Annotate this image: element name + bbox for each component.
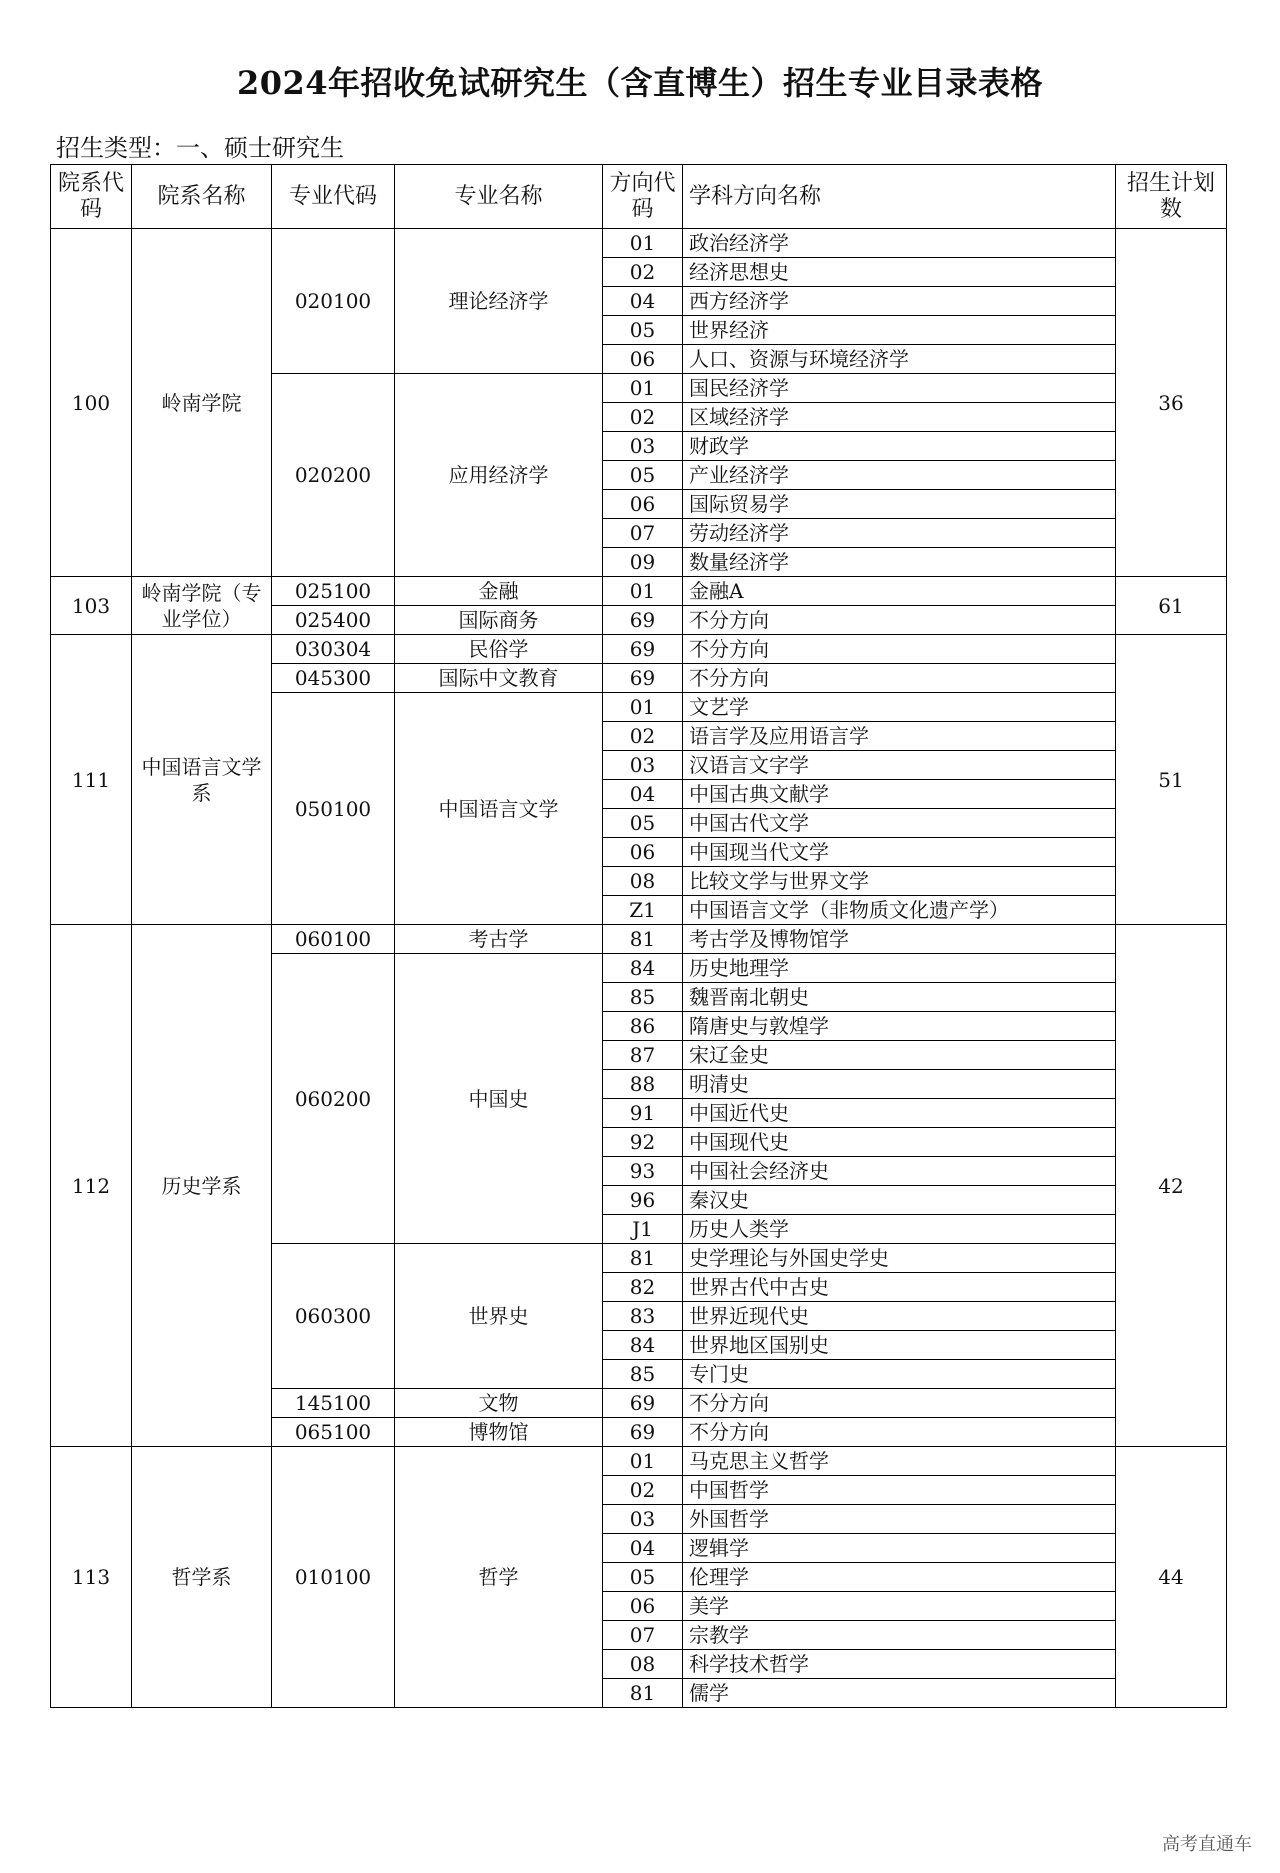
direction-code: 03 <box>603 432 683 461</box>
major-name: 金融 <box>395 577 603 606</box>
direction-name: 不分方向 <box>683 635 1116 664</box>
plan-count: 42 <box>1116 925 1227 1447</box>
direction-code: 69 <box>603 635 683 664</box>
dept-code: 100 <box>51 229 132 577</box>
direction-name: 儒学 <box>683 1679 1116 1708</box>
direction-name: 专门史 <box>683 1360 1116 1389</box>
major-code: 065100 <box>272 1418 395 1447</box>
direction-name: 金融A <box>683 577 1116 606</box>
direction-code: 85 <box>603 1360 683 1389</box>
direction-code: 08 <box>603 867 683 896</box>
direction-name: 汉语言文字学 <box>683 751 1116 780</box>
major-code: 060100 <box>272 925 395 954</box>
direction-name: 宗教学 <box>683 1621 1116 1650</box>
direction-code: 81 <box>603 1244 683 1273</box>
direction-name: 隋唐史与敦煌学 <box>683 1012 1116 1041</box>
header-dept-code: 院系代码 <box>51 165 132 229</box>
direction-name: 考古学及博物馆学 <box>683 925 1116 954</box>
header-dept-name: 院系名称 <box>132 165 272 229</box>
direction-code: 01 <box>603 693 683 722</box>
direction-name: 不分方向 <box>683 664 1116 693</box>
direction-code: 01 <box>603 577 683 606</box>
direction-name: 不分方向 <box>683 606 1116 635</box>
major-name: 中国语言文学 <box>395 693 603 925</box>
header-major-name: 专业名称 <box>395 165 603 229</box>
major-name: 应用经济学 <box>395 374 603 577</box>
plan-count: 51 <box>1116 635 1227 925</box>
direction-name: 中国近代史 <box>683 1099 1116 1128</box>
direction-name: 区域经济学 <box>683 403 1116 432</box>
direction-name: 世界地区国别史 <box>683 1331 1116 1360</box>
direction-name: 中国现代史 <box>683 1128 1116 1157</box>
direction-name: 中国哲学 <box>683 1476 1116 1505</box>
direction-name: 政治经济学 <box>683 229 1116 258</box>
direction-code: J1 <box>603 1215 683 1244</box>
direction-name: 产业经济学 <box>683 461 1116 490</box>
direction-code: 96 <box>603 1186 683 1215</box>
direction-name: 科学技术哲学 <box>683 1650 1116 1679</box>
direction-code: 81 <box>603 925 683 954</box>
direction-code: 93 <box>603 1157 683 1186</box>
major-code: 020200 <box>272 374 395 577</box>
direction-code: 01 <box>603 229 683 258</box>
direction-code: 88 <box>603 1070 683 1099</box>
major-name: 民俗学 <box>395 635 603 664</box>
direction-name: 秦汉史 <box>683 1186 1116 1215</box>
direction-name: 明清史 <box>683 1070 1116 1099</box>
direction-name: 魏晋南北朝史 <box>683 983 1116 1012</box>
direction-code: 84 <box>603 1331 683 1360</box>
admission-type-label: 招生类型：一、硕士研究生 <box>56 134 344 162</box>
direction-name: 人口、资源与环境经济学 <box>683 345 1116 374</box>
direction-code: 01 <box>603 1447 683 1476</box>
dept-name: 岭南学院 <box>132 229 272 577</box>
direction-name: 史学理论与外国史学史 <box>683 1244 1116 1273</box>
header-major-code: 专业代码 <box>272 165 395 229</box>
table-row <box>51 1447 1227 1476</box>
direction-code: 82 <box>603 1273 683 1302</box>
major-code: 025100 <box>272 577 395 606</box>
direction-name: 财政学 <box>683 432 1116 461</box>
direction-code: 69 <box>603 1418 683 1447</box>
dept-code: 113 <box>51 1447 132 1708</box>
direction-name: 比较文学与世界文学 <box>683 867 1116 896</box>
direction-code: 02 <box>603 722 683 751</box>
dept-name: 岭南学院（专业学位） <box>132 577 272 635</box>
direction-name: 世界近现代史 <box>683 1302 1116 1331</box>
direction-name: 伦理学 <box>683 1563 1116 1592</box>
direction-code: 91 <box>603 1099 683 1128</box>
direction-name: 语言学及应用语言学 <box>683 722 1116 751</box>
direction-name: 历史人类学 <box>683 1215 1116 1244</box>
direction-code: 01 <box>603 374 683 403</box>
direction-code: 69 <box>603 664 683 693</box>
direction-code: 84 <box>603 954 683 983</box>
direction-name: 中国古代文学 <box>683 809 1116 838</box>
major-code: 145100 <box>272 1389 395 1418</box>
direction-code: 86 <box>603 1012 683 1041</box>
direction-code: 02 <box>603 403 683 432</box>
direction-code: 92 <box>603 1128 683 1157</box>
direction-code: 05 <box>603 316 683 345</box>
table-row <box>51 925 1227 954</box>
table-row <box>51 577 1227 606</box>
direction-code: 02 <box>603 258 683 287</box>
direction-code: 04 <box>603 780 683 809</box>
direction-name: 逻辑学 <box>683 1534 1116 1563</box>
major-code: 050100 <box>272 693 395 925</box>
dept-code: 111 <box>51 635 132 925</box>
table-row <box>51 635 1227 664</box>
direction-code: 69 <box>603 1389 683 1418</box>
direction-code: 85 <box>603 983 683 1012</box>
table-row <box>51 229 1227 258</box>
direction-name: 不分方向 <box>683 1418 1116 1447</box>
direction-code: 81 <box>603 1679 683 1708</box>
direction-code: 03 <box>603 751 683 780</box>
plan-count: 44 <box>1116 1447 1227 1708</box>
major-name: 哲学 <box>395 1447 603 1708</box>
direction-code: 09 <box>603 548 683 577</box>
major-name: 文物 <box>395 1389 603 1418</box>
major-name: 国际商务 <box>395 606 603 635</box>
plan-count: 61 <box>1116 577 1227 635</box>
dept-code: 103 <box>51 577 132 635</box>
direction-name: 外国哲学 <box>683 1505 1116 1534</box>
major-code: 020100 <box>272 229 395 374</box>
direction-code: 04 <box>603 1534 683 1563</box>
major-name: 中国史 <box>395 954 603 1244</box>
direction-code: 06 <box>603 490 683 519</box>
direction-name: 历史地理学 <box>683 954 1116 983</box>
major-code: 045300 <box>272 664 395 693</box>
direction-name: 世界古代中古史 <box>683 1273 1116 1302</box>
major-name: 考古学 <box>395 925 603 954</box>
major-code: 060300 <box>272 1244 395 1389</box>
direction-name: 宋辽金史 <box>683 1041 1116 1070</box>
direction-name: 文艺学 <box>683 693 1116 722</box>
direction-name: 不分方向 <box>683 1389 1116 1418</box>
direction-code: 03 <box>603 1505 683 1534</box>
direction-name: 国民经济学 <box>683 374 1116 403</box>
header-plan: 招生计划数 <box>1116 165 1227 229</box>
table-header-row <box>51 165 1227 229</box>
direction-code: 83 <box>603 1302 683 1331</box>
major-code: 060200 <box>272 954 395 1244</box>
direction-name: 劳动经济学 <box>683 519 1116 548</box>
major-code: 030304 <box>272 635 395 664</box>
direction-code: 87 <box>603 1041 683 1070</box>
direction-code: 05 <box>603 461 683 490</box>
direction-name: 世界经济 <box>683 316 1116 345</box>
direction-code: 04 <box>603 287 683 316</box>
direction-code: 69 <box>603 606 683 635</box>
direction-name: 美学 <box>683 1592 1116 1621</box>
direction-code: 06 <box>603 1592 683 1621</box>
direction-name: 经济思想史 <box>683 258 1116 287</box>
direction-name: 数量经济学 <box>683 548 1116 577</box>
major-name: 理论经济学 <box>395 229 603 374</box>
direction-code: 05 <box>603 1563 683 1592</box>
direction-code: 06 <box>603 838 683 867</box>
dept-name: 哲学系 <box>132 1447 272 1708</box>
major-name: 国际中文教育 <box>395 664 603 693</box>
direction-name: 国际贸易学 <box>683 490 1116 519</box>
catalog-table <box>50 164 1227 1708</box>
direction-name: 马克思主义哲学 <box>683 1447 1116 1476</box>
dept-code: 112 <box>51 925 132 1447</box>
direction-code: 07 <box>603 1621 683 1650</box>
direction-code: 05 <box>603 809 683 838</box>
catalog-body <box>51 229 1227 1708</box>
direction-code: 02 <box>603 1476 683 1505</box>
direction-code: 07 <box>603 519 683 548</box>
header-direction-code: 方向代码 <box>603 165 683 229</box>
major-name: 博物馆 <box>395 1418 603 1447</box>
major-code: 010100 <box>272 1447 395 1708</box>
direction-code: Z1 <box>603 896 683 925</box>
page-title: 2024年招收免试研究生（含直博生）招生专业目录表格 <box>236 64 1044 102</box>
direction-code: 08 <box>603 1650 683 1679</box>
direction-name: 中国社会经济史 <box>683 1157 1116 1186</box>
plan-count: 36 <box>1116 229 1227 577</box>
direction-name: 中国古典文献学 <box>683 780 1116 809</box>
major-code: 025400 <box>272 606 395 635</box>
dept-name: 历史学系 <box>132 925 272 1447</box>
watermark-text: 高考直通车 <box>1162 1834 1252 1855</box>
direction-name: 中国现当代文学 <box>683 838 1116 867</box>
direction-name: 西方经济学 <box>683 287 1116 316</box>
direction-code: 06 <box>603 345 683 374</box>
major-name: 世界史 <box>395 1244 603 1389</box>
header-direction-name: 学科方向名称 <box>683 165 1116 229</box>
direction-name: 中国语言文学（非物质文化遗产学） <box>683 896 1116 925</box>
dept-name: 中国语言文学系 <box>132 635 272 925</box>
